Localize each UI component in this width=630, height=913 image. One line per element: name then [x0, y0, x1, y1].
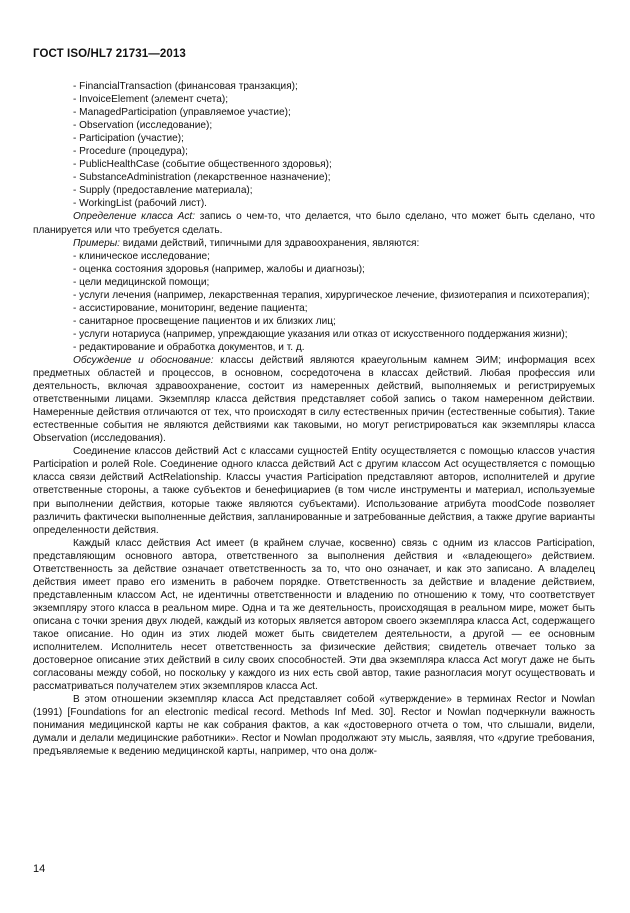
list-item: - FinancialTransaction (финансовая транзакция);	[73, 81, 298, 92]
page-content	[33, 80, 595, 758]
discussion-paragraph	[33, 354, 595, 445]
list-item: - цели медицинской помощи;	[73, 276, 210, 288]
list-item: - ManagedParticipation (управляемое участие);	[73, 107, 291, 119]
definition-paragraph	[33, 210, 595, 236]
list-item: - Participation (участие);	[73, 133, 184, 145]
list-item: - InvoiceElement (элемент счета);	[73, 94, 229, 106]
list-item: - оценка состояния здоровья (например, жалобы и диагнозы);	[73, 263, 365, 275]
examples-text: видами действий, типичными для здравоохранения, являются:	[119, 237, 420, 249]
discussion-text: классы действий являются краеугольным камнем ЭИМ; информация всех предметных областей и процессов, в основном, сосредоточена в классах действий. Любая профессия или деятельность, включая здравоохранение, состоит из намеренных действий, выполняемых и регистрируемых ответственными лицами. Экземпляр класса действия представляет собой запись о таком намеренном действии. Намеренные действия отличаются от тех, что происходят в силу естественных причин (естественные события). Такие естественные события не являются действиями как таковыми, но могут регистрироваться как экземпляры класса Observation (исследования).	[33, 354, 595, 445]
list-item: - санитарное просвещение пациентов и их близких лиц;	[73, 315, 336, 327]
discussion-label: Обсуждение и обоснование:	[73, 354, 214, 366]
list-item: - SubstanceAdministration (лекарственное назначение);	[73, 172, 331, 184]
list-item: - ассистирование, мониторинг, ведение пациента;	[73, 302, 308, 314]
list-item: - WorkingList (рабочий лист).	[73, 198, 207, 210]
page-number: 14	[33, 863, 46, 875]
definition-text: запись о чем-то, что делается, что было сделано, что может быть сделано, что планируется или что требуется сделать.	[33, 211, 595, 236]
list-item: - редактирование и обработка документов, и т. д.	[73, 341, 305, 353]
body-paragraph: Каждый класс действия Act имеет (в крайнем случае, косвенно) связь с одним из классов Participation, представляющим основного автора, ответственного за выполнения действия и «владеющего» действием. Ответственность за действие означает ответственность за то, что оно означает, и как это записано. А владелец действия имеет право его изменить в рабочем порядке. Ответственность за действие и владение действием, представленным классом Act, не идентичны ответственности и владению по отношению к тому, что соответствует экземпляру этого класса в реальном мире. Одна и та же деятельность, происходящая в реальном мире, может быть описана с точки зрения двух людей, каждый из которых является автором своего экземпляра класса Act, содержащего такое описание. Но один из этих людей может быть свидетелем деятельности, а другой — ее основным исполнителем. Исполнитель несет ответственность за физические действия; свидетель отвечает только за достоверное описание этих действий в силу своих способностей. Эти два экземпляра класса Act могут даже не быть согласованы между собой, но поскольку у каждого из них есть свой автор, такие разногласия могут осуществовать и рассматриваться получателем этих экземпляров класса Act.	[33, 537, 595, 693]
list-item: - PublicHealthCase (событие общественного здоровья);	[73, 159, 332, 171]
body-paragraph: В этом отношении экземпляр класса Act представляет собой «утверждение» в терминах Rector и Nowlan (1991) [Foundations for an electronic medical record. Methods Inf Med. 30]. Rector и Nowlan подчеркнули важность понимания медицинской карты не как собрания фактов, а как «достоверного отчета о том, что слышали, видели, думали и делали медицинские работники». Rector и Nowlan продолжают эту мысль, заявляя, что «другие требования, предъявляемые к ведению медицинской карты, например, что она долж-	[33, 694, 595, 758]
list-item: - услуги нотариуса (например, упреждающие указания или отказ от искусственного поддержания жизни);	[73, 328, 568, 340]
page-header: ГОСТ ISO/HL7 21731—2013	[33, 48, 186, 60]
examples-paragraph	[33, 237, 595, 250]
examples-label: Примеры:	[73, 237, 120, 249]
definition-label: Определение класса Act:	[73, 211, 196, 223]
list-item: - клиническое исследование;	[73, 250, 210, 262]
list-item: - Supply (предоставление материала);	[73, 185, 253, 197]
list-item: - услуги лечения (например, лекарственная терапия, хирургическое лечение, физиотерапия и психотерапия);	[73, 289, 590, 301]
list-item: - Observation (исследование);	[73, 120, 213, 132]
list-item: - Procedure (процедура);	[73, 146, 188, 158]
body-paragraph: Соединение классов действий Act с классами сущностей Entity осуществляется с помощью классов участия Participation и ролей Role. Соединение одного класса действий Act с другим классом Act осуществляется с помощью класса связи действий ActRelationship. Классы участия Participation представляют авторов, исполнителей и другие ответственные стороны, а также субъектов и бенефициариев (в том числе инструменты и материал, используемые при выполнении действия, которые также являются субъектами). Использование атрибута moodCode позволяет различить фактически выполненные действия, запланированные и затребованные действия, а также другие варианты определенности действия.	[33, 446, 595, 536]
